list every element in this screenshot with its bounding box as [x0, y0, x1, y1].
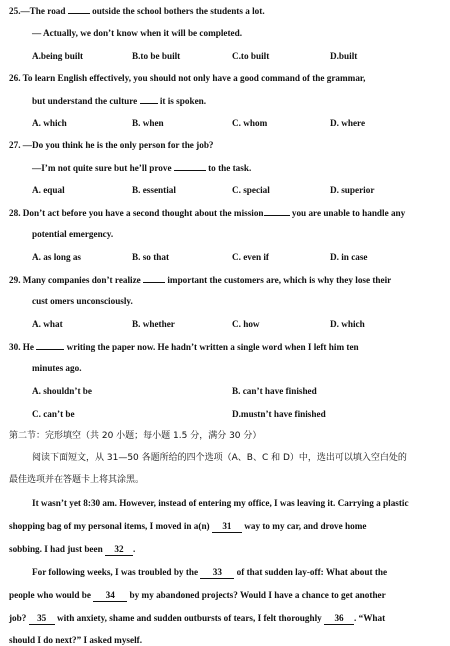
q27-option-b[interactable]: B. essential	[132, 185, 176, 195]
q28-blank	[264, 206, 290, 216]
q28-option-d[interactable]: D. in case	[330, 252, 368, 262]
q27-option-c[interactable]: C. special	[232, 185, 270, 195]
p2-l1-text-a: For following weeks, I was troubled by the	[32, 567, 199, 577]
q27-text-b: to the task.	[208, 163, 252, 173]
q30-option-b[interactable]: B. can’t have finished	[232, 386, 317, 396]
q29-text-b: important the customers are, which is why they lose their	[167, 275, 392, 285]
q29-blank	[143, 273, 165, 283]
p2-l3-text-a: job?	[9, 613, 27, 623]
passage-p2-line4: should I do next?” I asked myself.	[9, 635, 142, 645]
passage-p2-line2	[9, 589, 450, 602]
q25-blank	[68, 4, 90, 14]
blank-35[interactable]: 35	[29, 612, 55, 625]
q30-blank	[36, 340, 64, 350]
question-26-stem: 26. To learn English effectively, you should not only have a good command of the grammar,	[9, 73, 366, 83]
q26-blank	[140, 94, 158, 104]
blank-36[interactable]: 36	[324, 612, 354, 625]
blank-32[interactable]: 32	[105, 543, 133, 556]
p1-l3-text-a: sobbing. I had just been	[9, 544, 103, 554]
q26-text-b: it is spoken.	[159, 96, 207, 106]
section-2-instructions-line1: 阅读下面短文，从 31—50 各题所给的四个选项（A、B、C 和 D）中，选出可以填入空白处的	[32, 453, 407, 463]
question-27-stem: 27. —Do you think he is the only person for the job?	[9, 140, 214, 150]
q29-option-d[interactable]: D. which	[330, 319, 365, 329]
p2-l1-text-b: of that sudden lay-off: What about the	[236, 567, 388, 577]
question-25-stem	[9, 4, 450, 17]
p1-l3-text-b: .	[133, 544, 136, 554]
passage-p1-line3	[9, 543, 450, 556]
q25-option-a[interactable]: A.being built	[32, 51, 84, 61]
q29-option-a[interactable]: A. what	[32, 319, 63, 329]
q27-reply	[32, 161, 450, 174]
passage-p2-line3	[9, 612, 450, 625]
q27-option-a[interactable]: A. equal	[32, 185, 65, 195]
section-2-heading: 第二节：完形填空（共 20 小题；每小题 1.5 分，满分 30 分）	[9, 431, 262, 441]
p1-l2-text-b: way to my car, and drove home	[244, 521, 367, 531]
q30-option-c[interactable]: C. can’t be	[32, 409, 75, 419]
q27-blank	[174, 161, 206, 171]
p1-l2-text-a: shopping bag of my personal items, I moved in a(n)	[9, 521, 210, 531]
q28-option-a[interactable]: A. as long as	[32, 252, 82, 262]
p2-l2-text-a: people who would be	[9, 590, 91, 600]
q25-reply: — Actually, we don’t know when it will be completed.	[32, 28, 243, 38]
q28-text-a: 28. Don’t act before you have a second thought about the mission	[9, 208, 264, 218]
q26-option-c[interactable]: C. whom	[232, 118, 268, 128]
q26-line2	[32, 94, 450, 107]
question-29-stem	[9, 273, 450, 286]
q29-text-a: 29. Many companies don’t realize	[9, 275, 141, 285]
q26-option-b[interactable]: B. when	[132, 118, 164, 128]
q25-option-b[interactable]: B.to be built	[132, 51, 181, 61]
p2-l2-text-b: by my abandoned projects? Would I have a chance to get another	[129, 590, 386, 600]
q28-option-b[interactable]: B. so that	[132, 252, 170, 262]
p2-l3-text-c: . “What	[354, 613, 386, 623]
q29-option-c[interactable]: C. how	[232, 319, 260, 329]
q30-option-a[interactable]: A. shouldn’t be	[32, 386, 92, 396]
q26-text-a: but understand the culture	[32, 96, 138, 106]
passage-p1-line1: It wasn’t yet 8:30 am. However, instead of entering my office, I was leaving it. Carrying a plastic	[32, 498, 409, 508]
blank-34[interactable]: 34	[93, 589, 127, 602]
passage-p1-line2	[9, 520, 450, 533]
q27-text-a: —I’m not quite sure but he’ll prove	[32, 163, 172, 173]
p2-l3-text-b: with anxiety, shame and sudden outbursts of tears, I felt thoroughly	[56, 613, 322, 623]
question-30-stem	[9, 340, 450, 353]
q25-option-c[interactable]: C.to built	[232, 51, 270, 61]
q28-line2: potential emergency.	[32, 229, 114, 239]
q25-text-a: 25.—The road	[9, 6, 66, 16]
q27-option-d[interactable]: D. superior	[330, 185, 375, 195]
q28-option-c[interactable]: C. even if	[232, 252, 269, 262]
question-28-stem	[9, 206, 450, 219]
q26-option-a[interactable]: A. which	[32, 118, 67, 128]
q29-option-b[interactable]: B. whether	[132, 319, 175, 329]
q28-text-b: you are unable to handle any	[291, 208, 406, 218]
blank-33[interactable]: 33	[200, 566, 234, 579]
q25-text-b: outside the school bothers the students a lot.	[92, 6, 265, 16]
q30-text-b: writing the paper now. He hadn’t written a single word when I left him ten	[66, 342, 359, 352]
q25-option-d[interactable]: D.built	[330, 51, 358, 61]
q26-option-d[interactable]: D. where	[330, 118, 366, 128]
section-2-instructions-line2: 最佳选项并在答题卡上将其涂黑。	[9, 475, 145, 485]
passage-p2-line1	[32, 566, 450, 579]
q29-line2: cust omers unconsciously.	[32, 296, 133, 306]
q30-option-d[interactable]: D.mustn’t have finished	[232, 409, 326, 419]
q30-line2: minutes ago.	[32, 363, 82, 373]
q30-text-a: 30. He	[9, 342, 35, 352]
blank-31[interactable]: 31	[212, 520, 242, 533]
